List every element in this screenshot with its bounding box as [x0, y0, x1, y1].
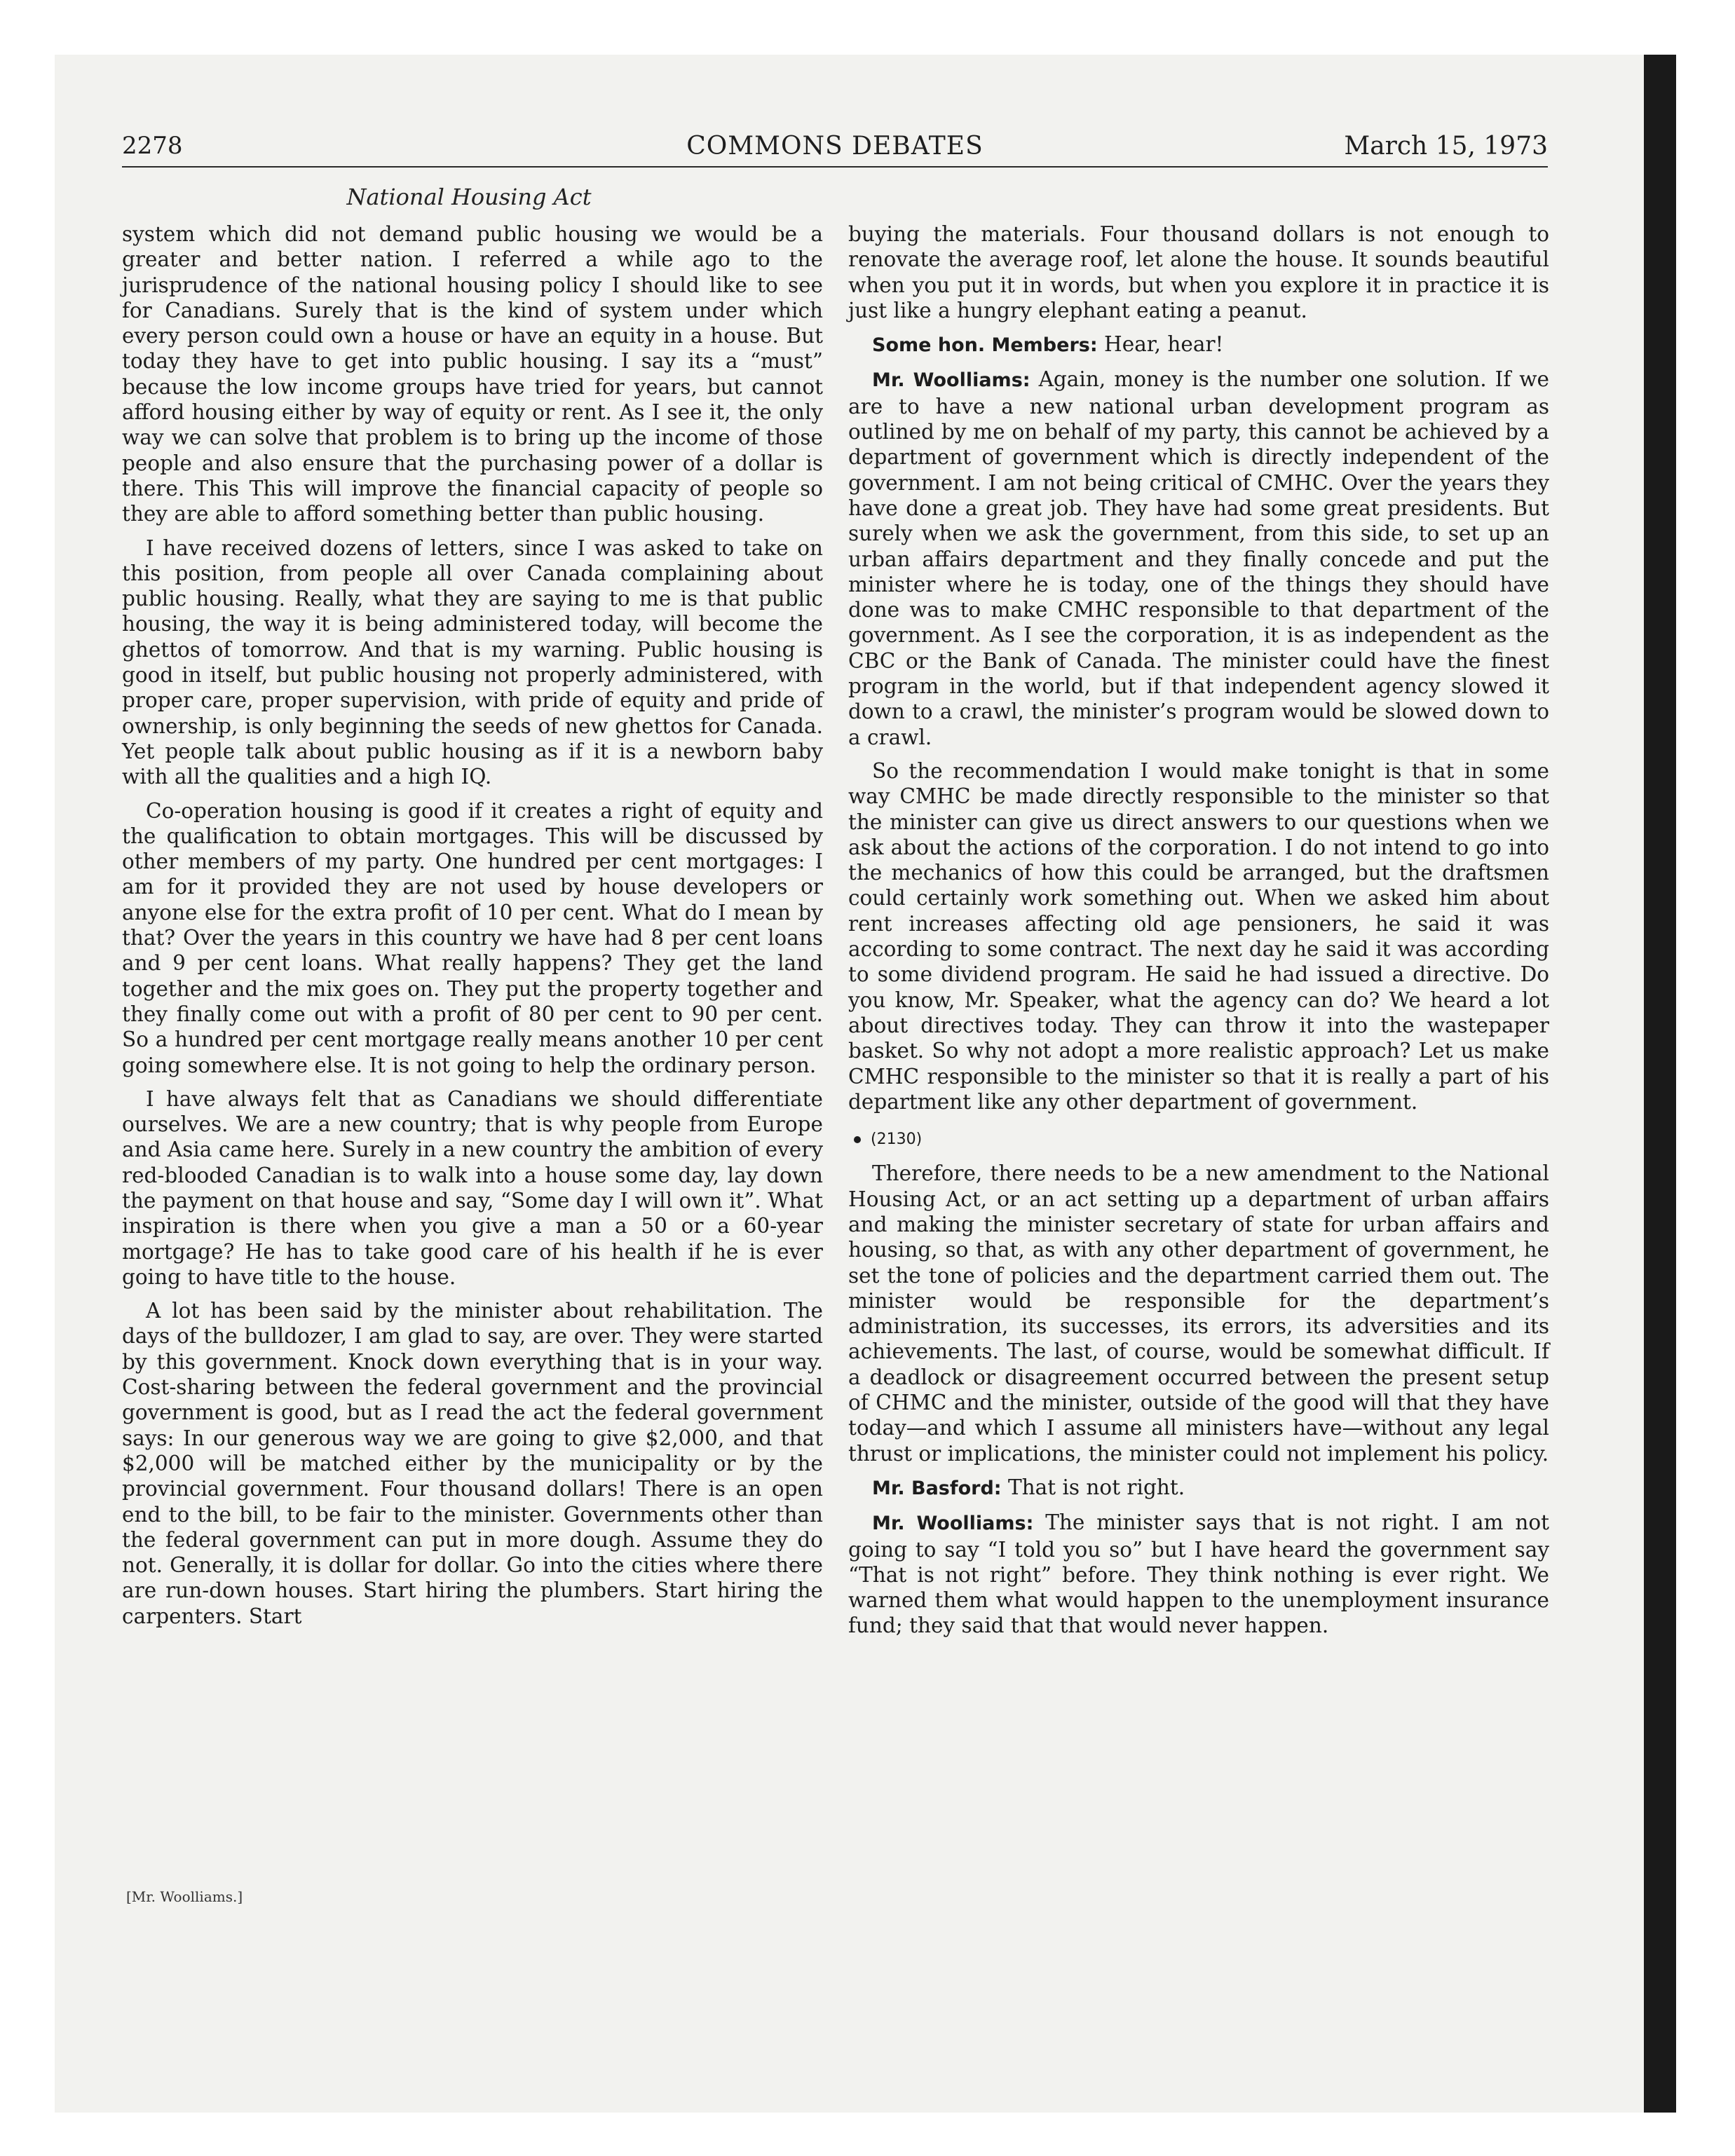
speech-entry [848, 332, 1549, 358]
speaker-name: Mr. Basford: [872, 1477, 1002, 1499]
time-marker-text: (2130) [871, 1131, 923, 1149]
speech-text: The minister says that is not right. I am not going to say “I told you so” but I have heard the government say “That is not right” before. They think nothing is ever right. We warned them what would happen to the unemployment insurance fund; they said that that would never happen. [848, 1510, 1549, 1638]
left-column [122, 221, 823, 1629]
paragraph: A lot has been said by the minister about rehabilitation. The days of the bulldozer, I am glad to say, are over. They were started by this government. Knock down everything that is in your way. Cost-sharing between the federal government and the provincial government is good, but as I read the act the federal government says: In our generous way we are going to give $2,000, and that $2,000 will be matched either by the municipality or by the provincial government. Four thousand dollars! There is an open end to the bill, to be fair to the minister. Governments other than the federal government can put in more dough. Assume they do not. Generally, it is dollar for dollar. Go into the cities where there are run-down houses. Start hiring the plumbers. Start hiring the carpenters. Start [122, 1299, 823, 1628]
bullet-icon [854, 1136, 861, 1143]
speech-entry [848, 367, 1549, 749]
paragraph: I have received dozens of letters, since I was asked to take on this position, from people all over Canada complaining about public housing. Really, what they are saying to me is that public housing, the way it is being administered today, will become the ghettos of tomorrow. And that is my warning. Public housing is good in itself, but public housing not properly administered, with proper care, proper supervision, with pride of equity and pride of ownership, is only beginning the seeds of new ghettos for Canada. Yet people talk about public housing as if it is a newborn baby with all the qualities and a high IQ. [122, 535, 823, 789]
paragraph: I have always felt that as Canadians we should differentiate ourselves. We are a new country; that is why people from Europe and Asia came here. Surely in a new country the ambition of every red-blooded Canadian is to walk into a house some day, lay down the payment on that house and say, “Some day I will own it”. What inspiration is there when you give a man a 50 or a 60-year mortgage? He has to take good care of his health if he is ever going to have title to the house. [122, 1086, 823, 1289]
right-column [848, 221, 1549, 1639]
section-title: National Housing Act [346, 184, 592, 210]
paragraph: system which did not demand public housing we would be a greater and better nation. I referred a while ago to the jurisprudence of the national housing policy I should like to see for Canadians. Surely that is the kind of system under which every person could own a house or have an equity in a house. But today they have to get into public housing. I say its a “must” because the low income groups have tried for years, but cannot afford housing either by way of equity or rent. As I see it, the only way we can solve that problem is to bring up the income of those people and also ensure that the purchasing power of a dollar is there. This This will improve the financial capacity of people so they are able to afford something better than public housing. [122, 222, 823, 526]
speaker-name: Mr. Woolliams: [872, 1513, 1034, 1535]
speech-entry [848, 1475, 1549, 1501]
speech-text: That is not right. [1001, 1475, 1185, 1499]
scan-edge-shadow [1644, 55, 1676, 2113]
speech-text: Hear, hear! [1097, 332, 1224, 357]
paragraph: Co-operation housing is good if it creates a right of equity and the qualification to obtain mortgages. This will be discussed by other members of my party. One hundred per cent mortgages: I am for it provided they are not used by house developers or anyone else for the extra profit of 10 per cent. What do I mean by that? Over the years in this country we have had 8 per cent loans and 9 per cent loans. What really happens? They get the land together and the mix goes on. They put the property together and they finally come out with a profit of 80 per cent to 90 per cent. So a hundred per cent mortgage really means another 10 per cent going somewhere else. It is not going to help the ordinary person. [122, 798, 823, 1077]
speech-entry [848, 1510, 1549, 1638]
page-number: 2278 [122, 132, 183, 160]
speaker-name: Mr. Woolliams: [872, 369, 1030, 392]
header-date: March 15, 1973 [1344, 132, 1548, 161]
speaker-name: Some hon. Members: [872, 334, 1098, 357]
speaker-attribution: [Mr. Woolliams.] [126, 1888, 243, 1905]
speech-text: Again, money is the number one solution. If we are to have a new national urban development program as outlined by me on behalf of my party, this cannot be achieved by a department of government which is directly independent of the government. I am not being critical of CMHC. Over the years they have done a great job. They have had some great presidents. But surely when we ask the government, from this side, to set up an urban affairs department and they finally concede and put the minister where he is today, one of the things they should have done was to make CMHC responsible to that department of the government. As I see the corporation, it is as independent as the CBC or the Bank of Canada. The minister could have the finest program in the world, but if that independent agency slowed it down to a crawl, the minister’s program would be slowed down to a crawl. [848, 367, 1549, 749]
time-marker [854, 1127, 1549, 1152]
page-header [122, 132, 1548, 167]
running-title: COMMONS DEBATES [686, 132, 984, 161]
header-rule [122, 166, 1548, 168]
paragraph: Therefore, there needs to be a new amendment to the National Housing Act, or an act setting up a department of urban affairs and making the minister secretary of state for urban affairs and housing, so that, as with any other department of government, he set the tone of policies and the department carried them out. The minister would be responsible for the department’s administration, its successes, its errors, its adversities and its achievements. The last, of course, would be somewhat difficult. If a deadlock or disagreement occurred between the present setup of CHMC and the minister, outside of the good will that they have today—and which I assume all ministers have—without any legal thrust or implications, the minister could not implement his policy. [848, 1161, 1549, 1466]
paragraph: So the recommendation I would make tonight is that in some way CMHC be made directly responsible to the minister so that the minister can give us direct answers to our questions when we ask about the actions of the corporation. I do not intend to go into the mechanics of how this could be arranged, but the draftsmen could certainly work something out. When we asked him about rent increases affecting old age pensioners, he said it was according to some contract. The next day he said it was according to some dividend program. He said he had issued a directive. Do you know, Mr. Speaker, what the agency can do? We heard a lot about directives today. They can throw it into the wastepaper basket. So why not adopt a more realistic approach? Let us make CMHC responsible to the minister so that it is really a part of his department like any other department of government. [848, 758, 1549, 1114]
paragraph: buying the materials. Four thousand dollars is not enough to renovate the average roof, let alone the house. It sounds beautiful when you put it in words, but when you explore it in practice it is just like a hungry elephant eating a peanut. [848, 222, 1549, 322]
